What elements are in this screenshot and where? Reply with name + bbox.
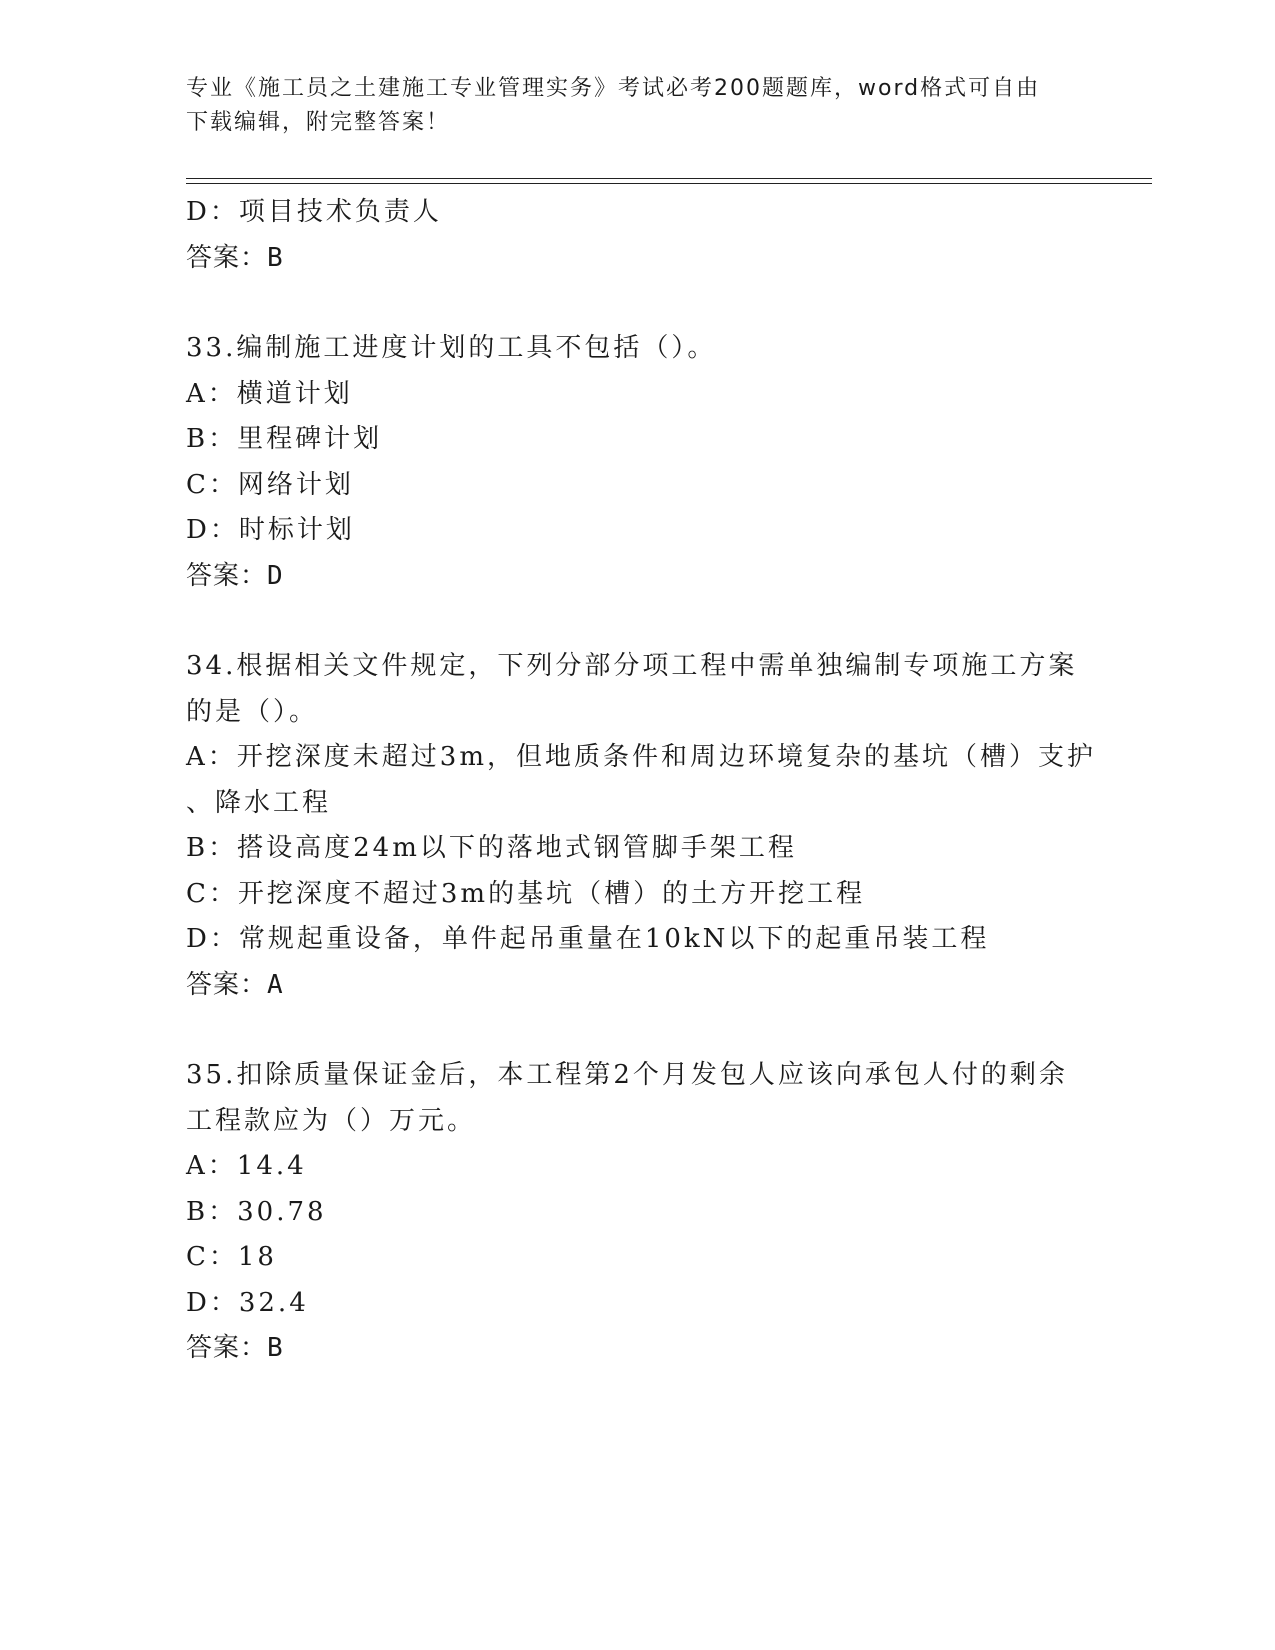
option-a: A：横道计划: [186, 378, 353, 409]
answer-value: D: [267, 560, 284, 591]
option-c: C：开挖深度不超过3m的基坑（槽）的土方开挖工程: [186, 878, 866, 909]
answer-label: 答案：: [186, 242, 268, 273]
option-a: A：开挖深度未超过3m，但地质条件和周边环境复杂的基坑（槽）支护: [186, 742, 1096, 772]
question-35: [186, 1053, 1086, 1372]
answer-label: 答案：: [186, 560, 268, 591]
answer-line: [186, 1326, 1086, 1372]
question-stem: 34.根据相关文件规定，下列分部分项工程中需单独编制专项施工方案: [186, 651, 1078, 681]
header-line-1: 专业《施工员之土建施工专业管理实务》考试必考200题题库，word格式可自由: [186, 76, 1041, 101]
header-line-2: 下载编辑，附完整答案！: [186, 110, 451, 135]
option-d: D：32.4: [186, 1287, 309, 1318]
question-33: [186, 326, 1086, 599]
answer-label: 答案：: [186, 969, 268, 1000]
header-rule-top: [186, 178, 1152, 179]
answer-value: A: [267, 969, 284, 1000]
option-b: B：30.78: [186, 1196, 327, 1227]
option-d: D：时标计划: [186, 515, 355, 545]
header-rule-bottom: [186, 183, 1152, 184]
option-d: D：项目技术负责人: [186, 197, 442, 227]
answer-value: B: [267, 1333, 284, 1363]
option-d: D：常规起重设备，单件起吊重量在10kN以下的起重吊装工程: [186, 924, 990, 954]
question-stem: 33.编制施工进度计划的工具不包括（）。: [186, 333, 717, 363]
answer-line: [186, 236, 1086, 282]
option-a: A：14.4: [186, 1151, 307, 1181]
option-c: C：18: [186, 1242, 277, 1272]
answer-line: [186, 963, 1086, 1009]
option-a-continued: 、降水工程: [186, 787, 332, 818]
question-stem-continued: 的是（）。: [186, 696, 319, 727]
answer-line: [186, 554, 1086, 600]
answer-label: 答案：: [186, 1333, 268, 1363]
option-b: B：搭设高度24m以下的落地式钢管脚手架工程: [186, 833, 797, 863]
answer-value: B: [267, 242, 284, 273]
option-b: B：里程碑计划: [186, 424, 383, 454]
question-34: [186, 644, 1096, 1008]
question-stem: 35.扣除质量保证金后，本工程第2个月发包人应该向承包人付的剩余: [186, 1060, 1068, 1090]
option-c: C：网络计划: [186, 469, 354, 500]
question-stem-continued: 工程款应为（）万元。: [186, 1105, 477, 1136]
document-header: [186, 72, 1066, 140]
question-content: [186, 190, 1096, 1372]
previous-question-tail: [186, 190, 1086, 281]
